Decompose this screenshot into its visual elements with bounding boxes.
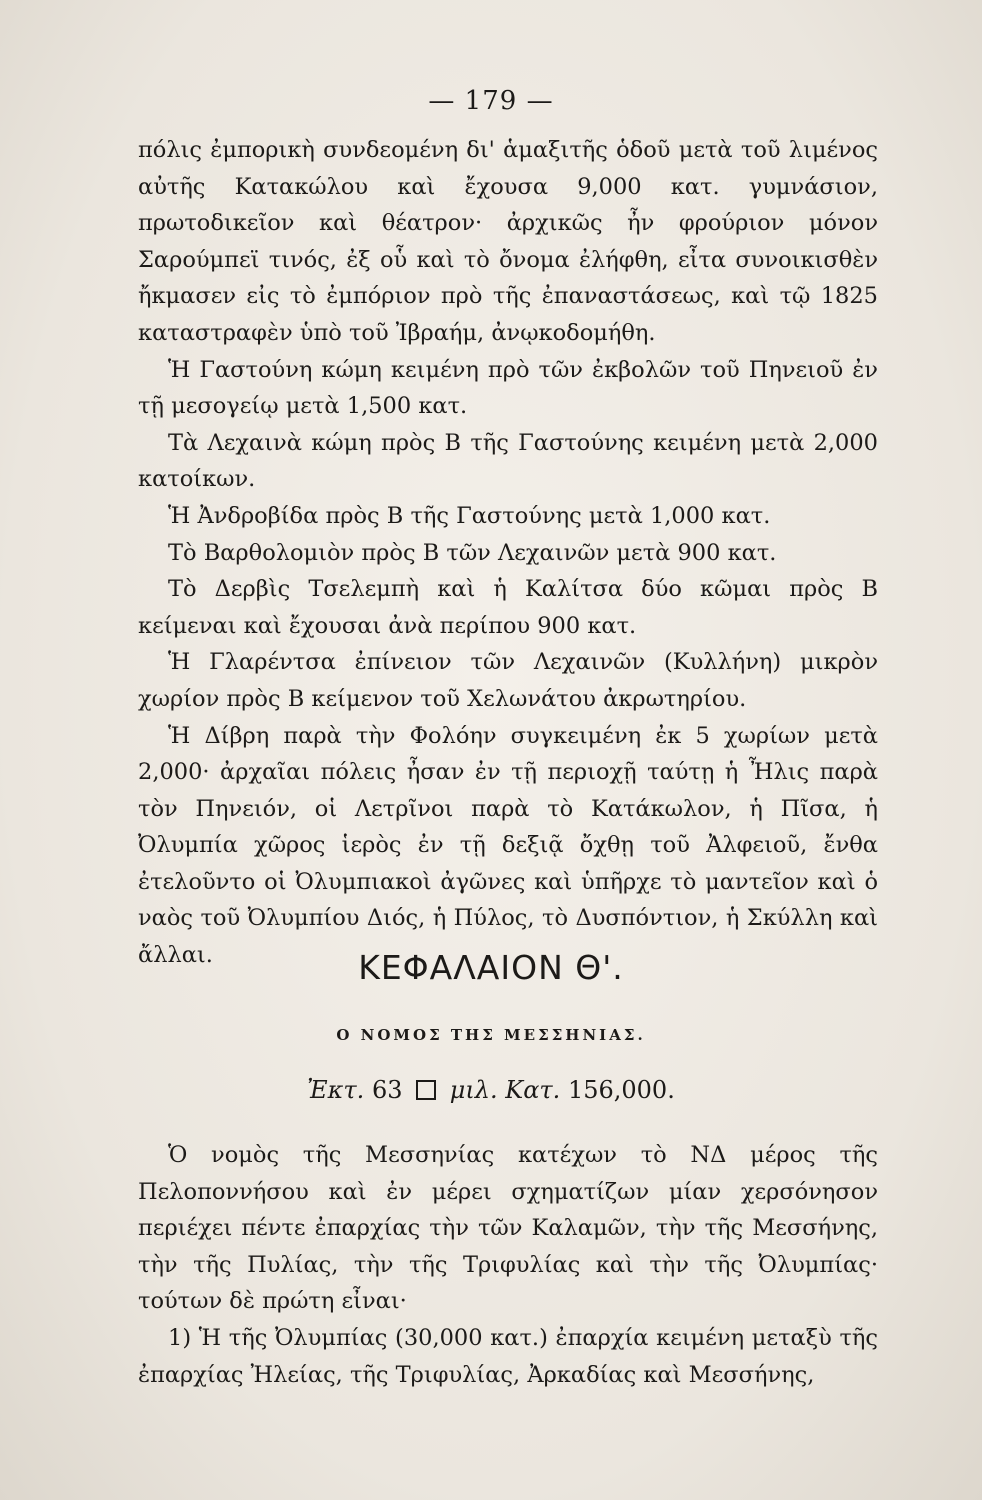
paragraph: Τὸ Βαρθολομιὸν πρὸς Β τῶν Λεχαινῶν μετὰ 900 κατ. [168, 539, 777, 566]
paragraph: Τὸ Δερβὶς Τσελεμπὴ καὶ ἡ Καλίτσα δύο κῶμαι πρὸς Β κείμεναι καὶ ἔχουσαι ἀνὰ περίπου 900 κατ. [138, 576, 878, 639]
area-population-line [0, 1076, 982, 1104]
chapter-subtitle: Ο ΝΟΜΟΣ ΤΗΣ ΜΕΣΣΗΝΙΑΣ. [336, 1026, 646, 1044]
area-value: 63 [371, 1076, 403, 1104]
page-number: — 179 — [428, 86, 554, 116]
chapter-title: ΚΕΦΑΛΑΙΟΝ Θ'. [358, 948, 624, 987]
paragraph: Ἡ Γαστούνη κώμη κειμένη πρὸ τῶν ἐκβολῶν τοῦ Πηνειοῦ ἐν τῇ μεσογείῳ μετὰ 1,500 κατ. [138, 356, 878, 420]
paragraph: πόλις ἐμπορικὴ συνδεομένη δι' ἁμαξιτῆς ὁδοῦ μετὰ τοῦ λιμένος αὐτῆς Κατακώλου καὶ ἔχουσα 9,000 κατ. γυμνάσιον, πρωτοδικεῖον καὶ θέατρον· ἀρχικῶς ἦν φρούριον μόνον Σαρούμπεϊ τινός, ἐξ οὗ καὶ τὸ ὄνομα ἐλήφθη, εἶτα συνοικισθὲν ἤκμασεν εἰς τὸ ἐμπόριον πρὸ τῆς ἐπαναστάσεως, καὶ τῷ 1825 καταστραφὲν ὑπὸ τοῦ Ἰβραήμ, ἀνῳκοδομήθη. [138, 137, 878, 346]
area-label: Ἐκτ. [307, 1076, 365, 1104]
area-unit: μιλ. [449, 1076, 498, 1104]
main-text-continued [138, 1137, 878, 1393]
square-icon [416, 1080, 436, 1100]
paragraph: Τὰ Λεχαινὰ κώμη πρὸς Β τῆς Γαστούνης κειμένη μετὰ 2,000 κατοίκων. [138, 429, 878, 493]
paragraph: Ἡ Ἀνδροβίδα πρὸς Β τῆς Γαστούνης μετὰ 1,000 κατ. [168, 502, 771, 529]
paragraph: Ἡ Δίβρη παρὰ τὴν Φολόην συγκειμένη ἐκ 5 χωρίων μετὰ 2,000· ἀρχαῖαι πόλεις ἦσαν ἐν τῇ περιοχῇ ταύτῃ ἡ Ἦλις παρὰ τὸν Πηνειόν, οἱ Λετρῖνοι παρὰ τὸ Κατάκωλον, ἡ Πῖσα, ἡ Ὀλυμπία χῶρος ἱερὸς ἐν τῇ δεξιᾷ ὄχθῃ τοῦ Ἀλφειοῦ, ἔνθα ἐτελοῦντο οἱ Ὀλυμπιακοὶ ἀγῶνες καὶ ὑπῆρχε τὸ μαντεῖον καὶ ὁ ναὸς τοῦ Ὀλυμπίου Διός, ἡ Πύλος, τὸ Δυσπόντιον, ἡ Σκύλλη καὶ ἄλλαι. [138, 722, 878, 969]
population-value: 156,000. [567, 1076, 675, 1104]
paragraph: Ἡ Γλαρέντσα ἐπίνειον τῶν Λεχαινῶν (Κυλλήνη) μικρὸν χωρίον πρὸς Β κείμενον τοῦ Χελωνάτου ἀκρωτηρίου. [138, 649, 878, 712]
population-label: Κατ. [505, 1076, 561, 1104]
paragraph: Ὁ νομὸς τῆς Μεσσηνίας κατέχων τὸ ΝΔ μέρος τῆς Πελοποννήσου καὶ ἐν μέρει σχηματίζων μίαν χερσόνησον περιέχει πέντε ἐπαρχίας τὴν τῶν Καλαμῶν, τὴν τῆς Μεσσήνης, τὴν τῆς Πυλίας, τὴν τῆς Τριφυλίας καὶ τὴν τῆς Ὀλυμπίας· τούτων δὲ πρώτη εἶναι· [138, 1142, 878, 1315]
paragraph: 1) Ἡ τῆς Ὀλυμπίας (30,000 κατ.) ἐπαρχία κειμένη μεταξὺ τῆς ἐπαρχίας Ἠλείας, τῆς Τριφυλίας, Ἀρκαδίας καὶ Μεσσήνης, [138, 1324, 878, 1388]
main-text [138, 132, 878, 974]
